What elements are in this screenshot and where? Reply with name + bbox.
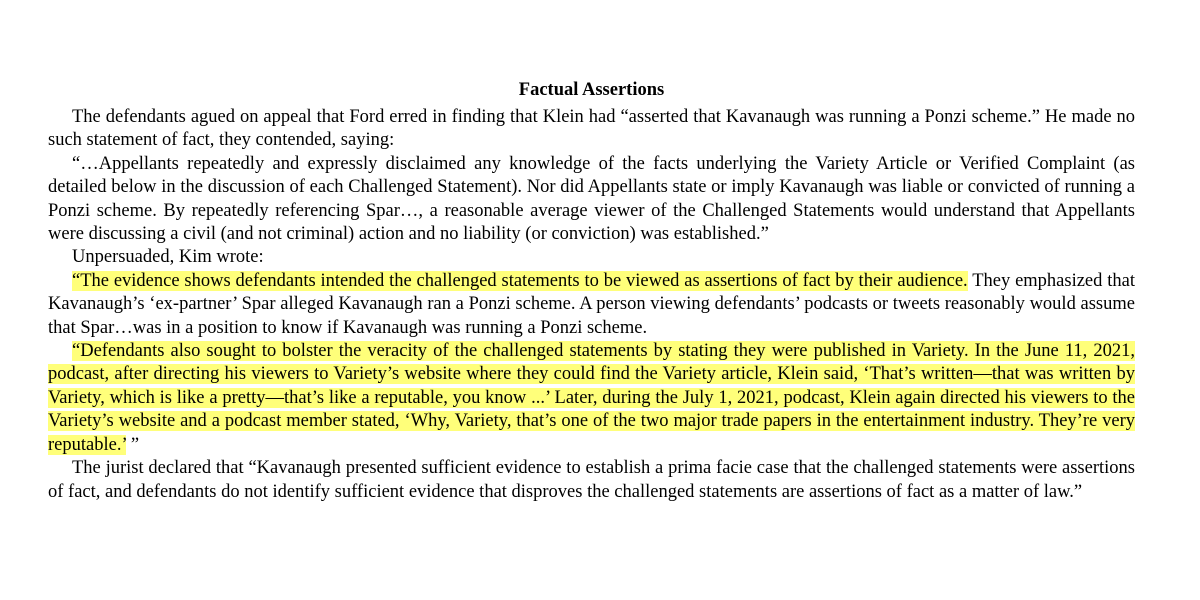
closing-quote: ” xyxy=(126,434,140,455)
paragraph-evidence-quote xyxy=(48,270,1135,340)
highlighted-text: “Defendants also sought to bolster the veracity of the challenged statements by stating they were published in Variety. In the June 11, 2021, podcast, after directing his viewers to Variety’s website where they could find the Variety article, Klein said, ‘That’s written—that was written by Variety, which is like a pretty—that’s like a reputable, you know ...’ Later, during the July 1, 2021, podcast, Klein again directed his viewers to the Variety’s website and a podcast member stated, ‘Why, Variety, that’s one of the two major trade papers in the entertainment industry. They’re very reputable.’ xyxy=(48,341,1135,455)
paragraph-variety-quote xyxy=(48,340,1135,457)
paragraph-unpersuaded: Unpersuaded, Kim wrote: xyxy=(72,247,264,268)
document-page xyxy=(48,78,1135,504)
section-heading: Factual Assertions xyxy=(518,80,665,100)
highlighted-text: “The evidence shows defendants intended the challenged statements to be viewed as assertions of fact by their audience. xyxy=(72,270,968,291)
paragraph-defendants-argument: The defendants agued on appeal that Ford erred in finding that Klein had “asserted that Kavanaugh was running a Ponzi scheme.” He made no such statement of fact, they contended, saying: xyxy=(48,107,1135,151)
paragraph-text: They emphasized that Kavanaugh’s ‘ex-partner’ Spar alleged Kavanaugh ran a Ponzi scheme. A person viewing defendants’ podcasts or tweets reasonably would assume that Spar…was in a position to know if Kavanaugh was running a Ponzi scheme. xyxy=(48,270,1135,338)
paragraph-appellants-quote: “…Appellants repeatedly and expressly disclaimed any knowledge of the facts underlying the Variety Article or Verified Complaint (as detailed below in the discussion of each Challenged Statement). Nor did Appellants state or imply Kavanaugh was liable or convicted of running a Ponzi scheme. By repeatedly referencing Spar…, a reasonable average viewer of the Challenged Statements would understand that Appellants were discussing a civil (and not criminal) action and no liability (or conviction) was established.” xyxy=(48,153,1135,245)
paragraph-jurist-declaration: The jurist declared that “Kavanaugh presented sufficient evidence to establish a prima facie case that the challenged statements were assertions of fact, and defendants do not identify sufficient evidence that disproves the challenged statements are assertions of fact as a matter of law.” xyxy=(48,458,1135,502)
